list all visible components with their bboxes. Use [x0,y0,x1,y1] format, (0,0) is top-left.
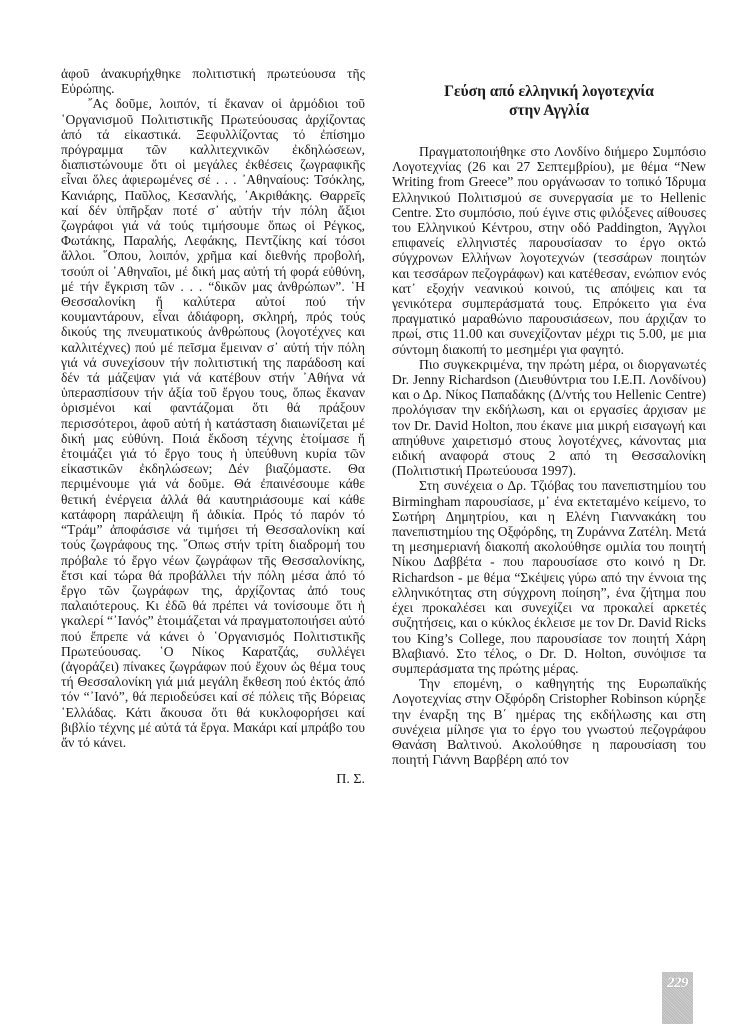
author-signature: Π. Σ. [336,772,365,788]
paragraph: Την επομένη, ο καθηγητής της Ευρωπαϊκής Λογοτεχνίας στην Οξφόρδη Cristopher Robinson κύρηξε την έναρξη της Β΄ ημέρας της εκδήλωσης και στη συνέχεια μίλησε για το έργο του γνωστού πεζογράφου Θανάση Βαλτινού. Ακολούθησε η παρουσίαση του ποιητή Γιάννη Βαρβέρη από τον [392,676,706,768]
paragraph: Πραγματοποιήθηκε στο Λονδίνο διήμερο Συμπόσιο Λογοτεχνίας (26 και 27 Σεπτεμβρίου), με θέμα “New Writing from Greece” που οργάνωσαν το τοπικό Ίδρυμα Ελληνικού Πολιτισμού σε συνεργασία με το Hellenic Centre. Στο συμπόσιο, πού έγινε στις φιλόξενες αίθουσες του Ελληνικού Κέντρου, στην οδό Paddington, Άγγλοι επιφανείς ελληνιστές παρουσίασαν το έργο οκτώ σύγχρονων Ελλήνων λογοτεχνών (τεσσάρων ποιητών και τεσσάρων πεζογράφων) και κατέθεσαν, ενώπιον ενός κατ᾿ εξοχήν νεανικού κοινού, τις απόψεις και τα γενικότερα συμπεράσματά τους. Επρόκειτο για ένα πραγματικό μαραθώνιο παρουσιάσεων, που άρχιζαν το πρωί, στις 11.00 και συνεχίζονταν μέχρι τις 5.00, με μια σύντομη διακοπή το μεσημέρι για φαγητό. [392,144,706,357]
paragraph: Στη συνέχεια ο Δρ. Τζιόβας του πανεπιστημίου του Birmingham παρουσίασε, μ᾿ ένα εκτεταμένο κείμενο, το Σωτήρη Δημητρίου, και η Ελένη Γιαννακάκη του πανεπιστημίου της Οξφόρδης, τη Ζυράννα Ζατέλη. Μετά τη μεσημεριανή διακοπή ακολούθησε ομιλία του ποιητή Νίκου Δαββέτα - που παρουσίασε στο κοινό η Dr. Richardson - με θέμα “Σκέψεις γύρω από την έννοια της ελληνικότητας στη σύγχρονη ποίηση”, ένα ζήτημα που έχει προκαλέσει και συνεχίζει να προκαλεί αρκετές συζητήσεις, και ο κύκλος έκλεισε με τον Dr. David Ricks του King’s College, που παρουσίασε τον ποιητή Χάρη Βλαβιανό. Στο τέλος, ο Dr. D. Holton, συνόψισε τα συμπεράσματα της πρώτης μέρας. [392,478,706,676]
article-title [392,82,706,120]
article-title-line-1: Γεύση από ελληνική λογοτεχνία [444,83,654,100]
paragraph: ἀφοῦ ἀνακυρήχθηκε πολιτιστική πρωτεύουσα τῆς Εὐρώπης. [61,66,365,97]
page-number: 229 [667,975,688,991]
page-number-tab [662,972,693,1024]
left-column [61,66,365,787]
article-title-line-2: στην Αγγλία [508,102,590,119]
paragraph: ῎Ας δοῦμε, λοιπόν, τί ἔκαναν οἱ ἁρμόδιοι τοῦ ῾Οργανισμοῦ Πολιτιστικῆς Πρωτεύουσας ἀρχίζοντας ἀπό τά εἰκαστικά. Ξεφυλλίζοντας τό ἐπίσημο πρόγραμμα τῶν καλλιτεχνικῶν ἐκδηλώσεων, διαπιστώνουμε ὅτι οἱ μεγάλες ἐκθέσεις ζωγραφικῆς εἶναι ὅλες ἀφιερωμένες σέ . . . ᾿Αθηναίους: Τσόκλης, Κανιάρης, Παῦλος, Κεσανλής, ᾿Ακριθάκης. Θαρρεῖς καί δέν ὑπῆρξαν ποτέ σ᾿ αὐτήν τήν πόλη ἄξιοι ζωγράφοι γιά νά τούς τιμήσουμε ὅπως οἱ Ρέγκος, Φωτάκης, Παραλής, Λεφάκης, Πεντζίκης καί τόσοι ἄλλοι. ῞Οπου, λοιπόν, χρῆμα καί διεθνής προβολή, τσούπ οἱ ᾿Αθηναῖοι, μέ δική μας αὐτή τή φορά εὐθύνη, μέ τήν ἔγκριση τῶν . . . “δικῶν μας ἀνθρώπων”. ῾Η Θεσσαλονίκη ἤ καλύτερα αὐτοί πού τήν κουμαντάρουν, εἶναι ἀδιάφορη, σκληρή, πρός τούς δικούς της πνευματικούς ἀνθρώπους (λογοτέχνες και καλλιτέχνες) πού μέ πεῖσμα ἔμειναν σ᾿ αὐτή τήν πόλη γιά νά συνεχίσουν τήν πολιτιστική της παράδοση καί δέν τά μάζεψαν γιά νά κατέβουν στήν ᾿Αθήνα νά ὑπερασπίσουν τήν ἀξία τοῦ ἔργου τους, ὅπως ἔκαναν ὁρισμένοι καί φαντάζομαι ὅτι θά πράξουν περισσότεροι, ἀφοῦ αὐτή ἡ κατάσταση διαιωνίζεται μέ δική μας εὐθύνη. Ποιά ἔκδοση τέχνης ἑτοίμασε ἤ ἑτοιμάζει γιά τό ἔργο τους ἡ ὑπεύθυνη κυρία τῶν εἰκαστικῶν ἐκδηλώσεων; Δέν βιαζόμαστε. Θα περιμένουμε γιά νά δοῦμε. Θά ἐπαινέσουμε κάθε θετική ἐνέργεια ἀλλά θά καυτηριάσουμε καί κάθε κατάφορη παράλειψη ἤ ἀδικία. Πρός τό παρόν τό “Τράμ” ἀποφάσισε νά τιμήσει τή Θεσσαλονίκη καί τούς ζωγράφους της. ῞Οπως στήν τρίτη διαδρομή του πρόβαλε τό ἔργο νέων ζωγράφων τῆς Θεσσαλονίκης, ἔτσι καί τώρα θά προβάλλει τήν πόλη μέσα ἀπό τό ἔργο τῶν ζωγράφων της, ἀρχίζοντας ἀπό τους παλαιότερους. Κι ἐδῶ θά πρέπει νά τονίσουμε ὅτι ἡ γκαλερί “᾿Ιανός” ἑτοιμάζεται νά πραγματοποιήσει αὐτό πού ἔπρεπε νά κάνει ὁ ῾Οργανισμός Πολιτιστικῆς Πρωτεύουσας. ῾Ο Νίκος Καρατζάς, συλλέγει (ἀγοράζει) πίνακες ζωγράφων πού ἔχουν ὡς θέμα τους τή Θεσσαλονίκη γιά μιά μεγάλη ἔκθεση πού ἐκτός ἀπό τόν “᾿Ιανό”, θά περιοδεύσει καί σέ πόλεις τῆς Βόρειας ῾Ελλάδας. Κάτι ἄκουσα ὅτι θά κυκλοφορήσει καί βιβλίο τέχνης μέ αὐτά τά ἔργα. Μακάρι καί μπράβο του ἄν τό κάνει. [61,96,365,750]
right-column [392,66,706,767]
paragraph: Πιο συγκεκριμένα, την πρώτη μέρα, οι διοργανωτές Dr. Jenny Richardson (Διευθύντρια του Ι.Ε.Π. Λονδίνου) και ο Δρ. Νίκος Παπαδάκης (Δ/ντής του Hellenic Centre) προλόγισαν την εκδήλωση, και οι εργασίες άρχισαν με τον Dr. David Holton, που έκανε μια μικρή εισαγωγή και απηύθυνε χαιρετισμό στους λογοτέχνες, κάνοντας μια ειδική αναφορά στους 2 από τη Θεσσαλονίκη (Πολιτιστική Πρωτεύουσα 1997). [392,356,706,479]
